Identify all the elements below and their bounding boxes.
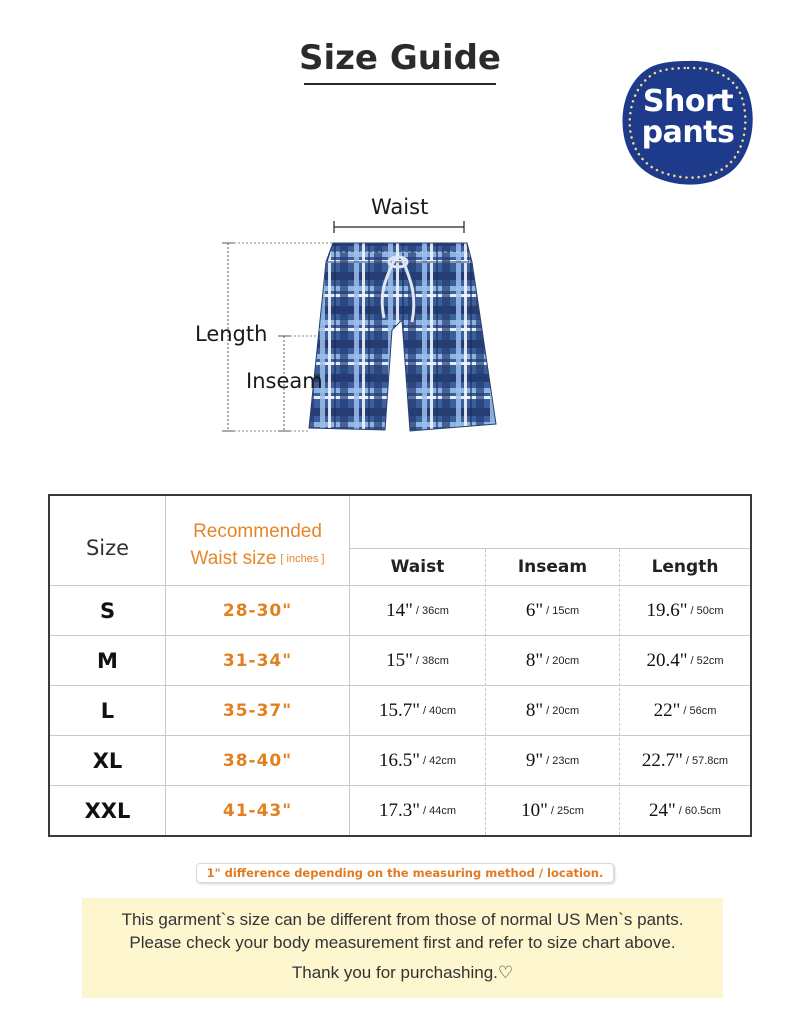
disclaimer-line1: This garment`s size can be different from those of normal US Men`s pants. — [121, 910, 684, 929]
inches-unit: [ inches ] — [280, 553, 325, 565]
recommended-header-line1 — [166, 520, 349, 544]
disclaimer-box — [82, 898, 723, 998]
length-cell — [620, 736, 750, 785]
page-title: Size Guide — [299, 38, 501, 78]
size-cell — [50, 736, 165, 785]
size-cell — [50, 686, 165, 735]
recommended-waist-value: 28-30" — [222, 600, 293, 621]
disclaimer-line2: Please check your body measurement first and refer to size chart above. — [129, 933, 676, 952]
waist-cm: / 40cm — [423, 704, 457, 717]
size-cell — [50, 786, 165, 835]
column-header-length: Length — [651, 557, 719, 577]
inseam-inches: 8" — [525, 649, 544, 671]
size-value: XXL — [84, 798, 131, 823]
recommended-waist-cell — [166, 686, 349, 735]
size-value: M — [97, 648, 118, 673]
waist-cell — [350, 736, 485, 785]
inseam-inches: 10" — [521, 799, 548, 821]
length-label: Length — [195, 322, 268, 346]
inseam-inches: 6" — [525, 599, 544, 621]
waist-inches: 15" — [386, 649, 413, 671]
length-inches: 19.6" — [646, 599, 688, 621]
waist-cell — [350, 586, 485, 635]
recommended-waist-cell — [166, 736, 349, 785]
waist-inches: 16.5" — [378, 749, 420, 771]
waist-cm: / 36cm — [415, 604, 449, 617]
inseam-cm: / 20cm — [546, 654, 580, 667]
recommended-waist-cell — [166, 636, 349, 685]
size-value: L — [100, 698, 115, 723]
waist-inches: 15.7" — [378, 699, 420, 721]
column-header-waist: Waist — [390, 557, 445, 577]
recommended-waist-value: 41-43" — [222, 800, 293, 821]
waist-size-text: Waist size — [190, 548, 277, 569]
size-table — [48, 494, 752, 837]
recommended-header-line2 — [166, 547, 349, 571]
size-value: S — [99, 598, 116, 623]
waist-cm: / 42cm — [423, 754, 457, 767]
recommended-waist-value: 35-37" — [222, 700, 293, 721]
inseam-cell — [486, 636, 619, 685]
recommended-header-text: Recommended — [193, 521, 322, 542]
inseam-cell — [486, 786, 619, 835]
waist-inches: 17.3" — [378, 799, 420, 821]
size-cell — [50, 636, 165, 685]
recommended-waist-cell — [166, 786, 349, 835]
length-cm: / 60.5cm — [678, 804, 721, 817]
length-cell — [620, 586, 750, 635]
waist-label: Waist — [371, 195, 429, 219]
thank-you-line: Thank you for purchashing.♡ — [291, 963, 514, 982]
length-inches: 22" — [653, 699, 681, 721]
inseam-label: Inseam — [246, 369, 323, 393]
inseam-inches: 8" — [525, 699, 544, 721]
waist-cell — [350, 636, 485, 685]
inseam-cm: / 15cm — [546, 604, 580, 617]
length-inches: 24" — [649, 799, 676, 821]
waist-cell — [350, 786, 485, 835]
inseam-cell — [486, 736, 619, 785]
recommended-waist-value: 38-40" — [222, 750, 293, 771]
badge-line2: pants — [641, 115, 735, 150]
waist-cell — [350, 686, 485, 735]
size-value: XL — [92, 748, 123, 773]
inseam-cell — [486, 686, 619, 735]
badge-line1: Short — [642, 84, 734, 119]
length-cell — [620, 786, 750, 835]
size-cell — [50, 586, 165, 635]
size-header: Size — [85, 535, 130, 560]
length-cell — [620, 686, 750, 735]
waist-cm: / 44cm — [423, 804, 457, 817]
length-cell — [620, 636, 750, 685]
length-cm: / 52cm — [690, 654, 724, 667]
recommended-waist-cell — [166, 586, 349, 635]
column-header-inseam: Inseam — [517, 557, 588, 577]
inseam-inches: 9" — [525, 749, 544, 771]
inseam-cm: / 23cm — [546, 754, 580, 767]
waist-cm: / 38cm — [415, 654, 449, 667]
measurement-note: 1" difference depending on the measuring method / location. — [196, 863, 614, 883]
waist-inches: 14" — [386, 599, 413, 621]
recommended-waist-value: 31-34" — [222, 650, 293, 671]
length-cm: / 57.8cm — [685, 754, 729, 767]
length-inches: 22.7" — [641, 749, 683, 771]
length-inches: 20.4" — [646, 649, 688, 671]
length-cm: / 56cm — [683, 704, 717, 717]
inseam-cm: / 20cm — [546, 704, 580, 717]
length-cm: / 50cm — [690, 604, 724, 617]
inseam-cm: / 25cm — [550, 804, 584, 817]
inseam-cell — [486, 586, 619, 635]
shorts-diagram — [0, 0, 800, 460]
